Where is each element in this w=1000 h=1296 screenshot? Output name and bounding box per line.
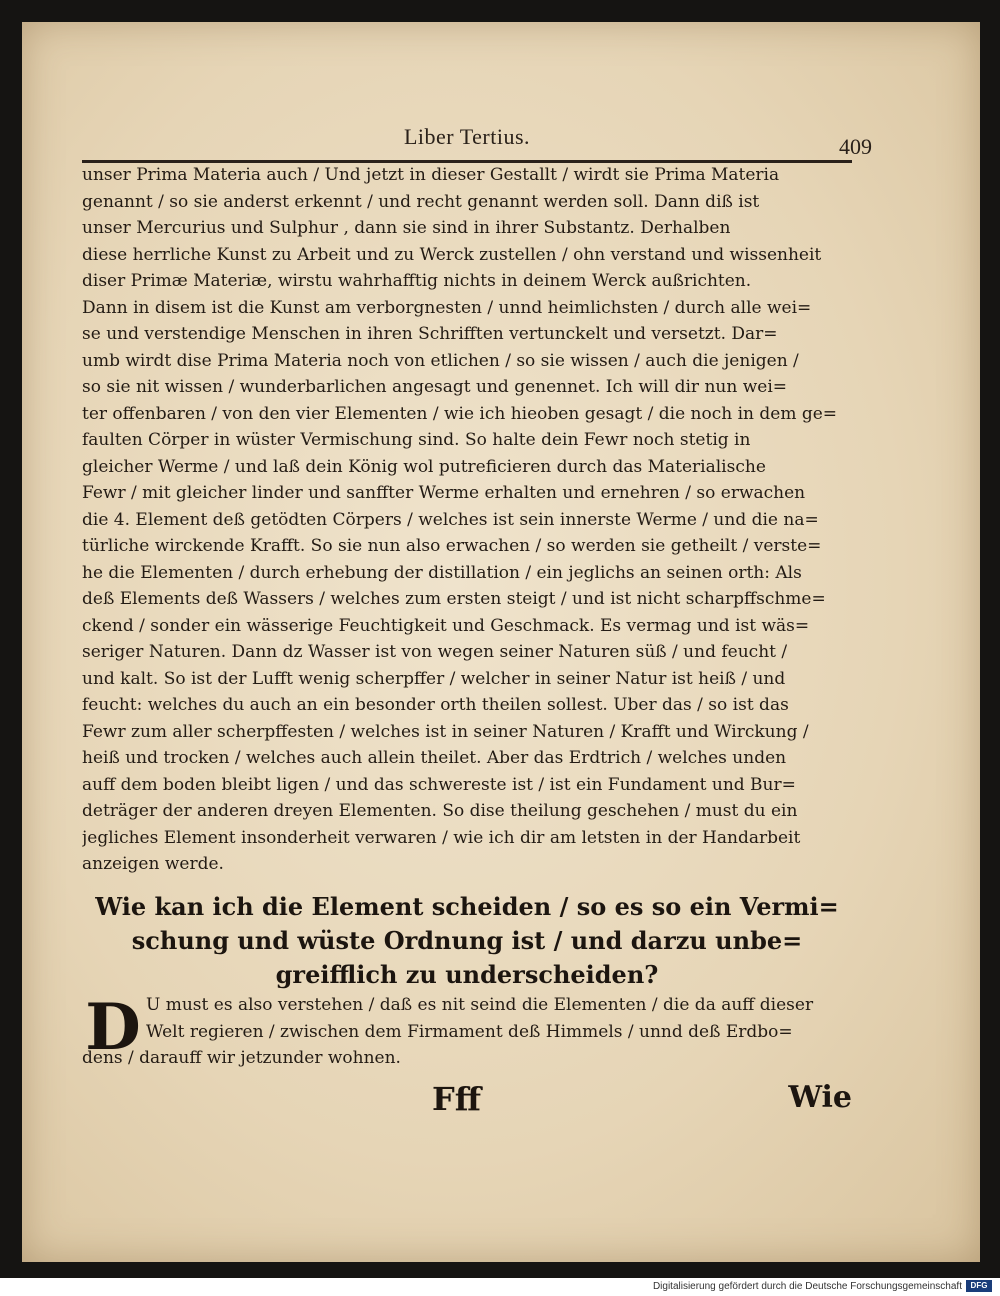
footer-bar [0, 1278, 1000, 1296]
heading-line: schung und wüste Ordnung ist / und darzu unbe= [131, 926, 803, 955]
dfg-logo-icon: DFG [966, 1280, 992, 1292]
text-line: und kalt. So ist der Lufft wenig scherpffer / welcher in seiner Natur ist heiß / und [82, 668, 786, 689]
text-line: Welt regieren / zwischen dem Firmament deß Himmels / unnd deß Erdbo= [146, 1021, 793, 1042]
second-paragraph [82, 992, 852, 1072]
running-title: Liber Tertius. [403, 124, 531, 149]
page-number: 409 [839, 134, 872, 159]
text-line: anzeigen werde. [82, 854, 224, 874]
text-line: Fewr / mit gleicher linder und sanffter Werme erhalten und ernehren / so erwachen [82, 483, 806, 503]
main-paragraph [82, 162, 852, 878]
text-line: feucht: welches du auch an ein besonder orth theilen sollest. Uber das / so ist das [82, 695, 789, 715]
decorated-initial: D [85, 990, 141, 1065]
text-line: dens / darauff wir jetzunder wohnen. [82, 1048, 401, 1068]
text-line: umb wirdt dise Prima Materia noch von etlichen / so sie wissen / auch die jenigen / [82, 350, 799, 371]
text-line: deß Elements deß Wassers / welches zum ersten steigt / und ist nicht scharpffschme= [82, 589, 826, 609]
heading-line: Wie kan ich die Element scheiden / so es so ein Vermi= [95, 892, 839, 921]
text-line: so sie nit wissen / wunderbarlichen angesagt und genennet. Ich will dir nun wei= [82, 377, 787, 397]
text-line: genannt / so sie anderst erkennt / und recht genannt werden soll. Dann diß ist [82, 191, 760, 212]
text-line: unser Prima Materia auch / Und jetzt in dieser Gestallt / wirdt sie Prima Materia [82, 165, 780, 185]
text-line: deträger der anderen dreyen Elementen. So dise theilung geschehen / must du ein [82, 801, 798, 821]
text-line: diese herrliche Kunst zu Arbeit und zu Werck zustellen / ohn verstand und wissenheit [82, 244, 822, 265]
signature-mark: Fff [432, 1080, 481, 1118]
text-line: ter offenbaren / von den vier Elementen / wie ich hieoben gesagt / die noch in dem ge= [82, 403, 838, 424]
text-line: heiß und trocken / welches auch allein theilet. Aber das Erdtrich / welches unden [82, 748, 787, 768]
text-line: Fewr zum aller scherpffesten / welches ist in seiner Naturen / Krafft und Wirckung / [82, 721, 809, 742]
funding-credit: Digitalisierung gefördert durch die Deutsche Forschungsgemeinschaft [652, 1281, 962, 1292]
text-line: ckend / sonder ein wässerige Feuchtigkeit und Geschmack. Es vermag und ist wäs= [82, 615, 810, 636]
text-line: U must es also verstehen / daß es nit seind die Elementen / die da auff dieser [146, 995, 814, 1015]
text-line: seriger Naturen. Dann dz Wasser ist von wegen seiner Naturen süß / und feucht / [82, 642, 788, 662]
text-line: die 4. Element deß getödten Cörpers / welches ist sein innerste Werme / und die na= [82, 509, 819, 530]
text-line: unser Mercurius und Sulphur , dann sie sind in ihrer Substantz. Derhalben [82, 218, 731, 238]
text-line: jegliches Element insonderheit verwaren / wie ich dir am letsten in der Handarbeit [82, 827, 801, 848]
text-line: se und verstendige Menschen in ihren Schrifften vertunckelt und versetzt. Dar= [82, 324, 778, 344]
catchword: Wie [788, 1080, 852, 1115]
text-line: gleicher Werme / und laß dein König wol putreficieren durch das Materialische [82, 456, 766, 477]
text-line: diser Primæ Materiæ, wirstu wahrhafftig nichts in deinem Werck außrichten. [82, 271, 752, 291]
text-line: he die Elementen / durch erhebung der distillation / ein jeglichs an seinen orth: Als [82, 562, 802, 583]
text-line: faulten Cörper in wüster Vermischung sind. So halte dein Fewr noch stetig in [82, 430, 751, 450]
text-line: auff dem boden bleibt ligen / und das schwereste ist / ist ein Fundament und Bur= [82, 774, 796, 795]
page-header [82, 122, 872, 162]
heading-line: greifflich zu underscheiden? [275, 960, 659, 989]
text-line: türliche wirckende Krafft. So sie nun also erwachen / so werden sie getheilt / verste= [82, 536, 822, 556]
book-page [22, 22, 980, 1262]
section-heading [82, 890, 852, 992]
page-footer-marks [82, 1080, 852, 1130]
text-line: Dann in disem ist die Kunst am verborgnesten / unnd heimlichsten / durch alle wei= [82, 297, 812, 318]
